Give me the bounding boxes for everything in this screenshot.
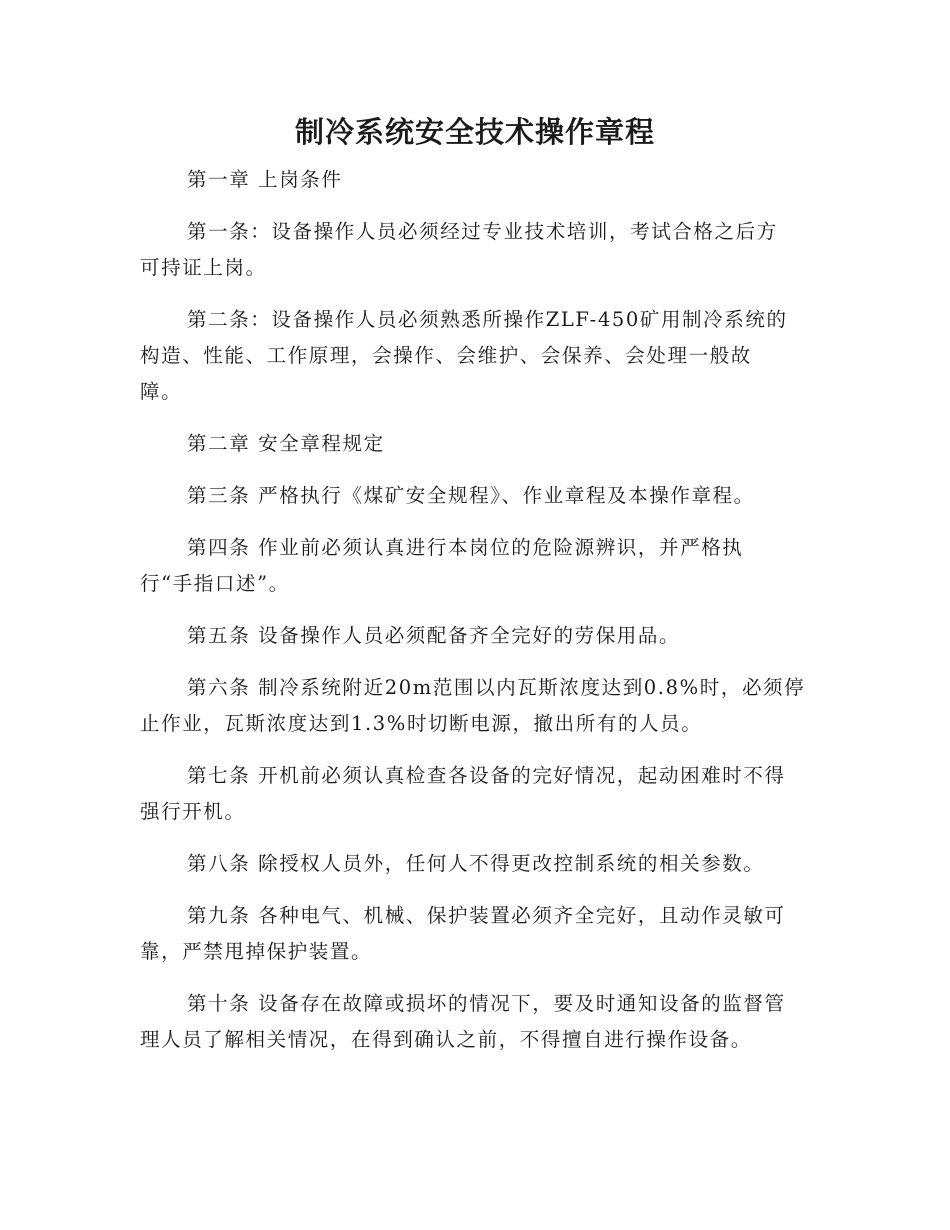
text-line: 强行开机。 (140, 800, 246, 823)
article-paragraph (140, 302, 808, 410)
text-line: 第六条 制冷系统附近20m范围以内瓦斯浓度达到0.8%时，必须停 (187, 676, 806, 699)
text-line: 止作业，瓦斯浓度达到1.3%时切断电源，撤出所有的人员。 (140, 712, 703, 735)
text-line: 第五条 设备操作人员必须配备齐全完好的劳保用品。 (187, 624, 681, 647)
text-line: 第三条 严格执行《煤矿安全规程》、作业章程及本操作章程。 (187, 484, 755, 507)
article-paragraph (140, 758, 808, 830)
text-line: 第一条：设备操作人员必须经过专业技术培训，考试合格之后方 (187, 220, 778, 243)
article-paragraph (140, 670, 808, 742)
text-line: 第二章 安全章程规定 (187, 432, 385, 455)
text-line: 第七条 开机前必须认真检查各设备的完好情况，起动困难时不得 (187, 764, 786, 787)
text-line: 第九条 各种电气、机械、保护装置必须齐全完好，且动作灵敏可 (187, 904, 786, 927)
text-line: 第四条 作业前必须认真进行本岗位的危险源辨识，并严格执 (187, 536, 744, 559)
text-line: 可持证上岗。 (140, 256, 267, 279)
article-paragraph (140, 898, 808, 970)
text-line: 障。 (140, 380, 183, 403)
text-line: 第八条 除授权人员外，任何人不得更改控制系统的相关参数。 (187, 852, 765, 875)
text-line: 第一章 上岗条件 (187, 168, 343, 191)
text-line: 第二条：设备操作人员必须熟悉所操作ZLF-450矿用制冷系统的 (187, 308, 788, 331)
chapter-heading (140, 162, 808, 198)
article-paragraph (140, 478, 808, 514)
chapter-heading (140, 426, 808, 462)
article-paragraph (140, 846, 808, 882)
article-paragraph (140, 530, 808, 602)
text-line: 行“手指口述”。 (140, 572, 290, 595)
document-title: 制冷系统安全技术操作章程 (294, 115, 655, 149)
article-paragraph (140, 986, 808, 1058)
document-body (140, 162, 808, 1074)
text-line: 靠，严禁甩掉保护装置。 (140, 940, 373, 963)
article-paragraph (140, 214, 808, 286)
text-line: 第十条 设备存在故障或损坏的情况下，要及时通知设备的监督管 (187, 992, 786, 1015)
text-line: 构造、性能、工作原理，会操作、会维护、会保养、会处理一般故 (140, 344, 752, 367)
article-paragraph (140, 618, 808, 654)
text-line: 理人员了解相关情况，在得到确认之前，不得擅自进行操作设备。 (140, 1028, 752, 1051)
